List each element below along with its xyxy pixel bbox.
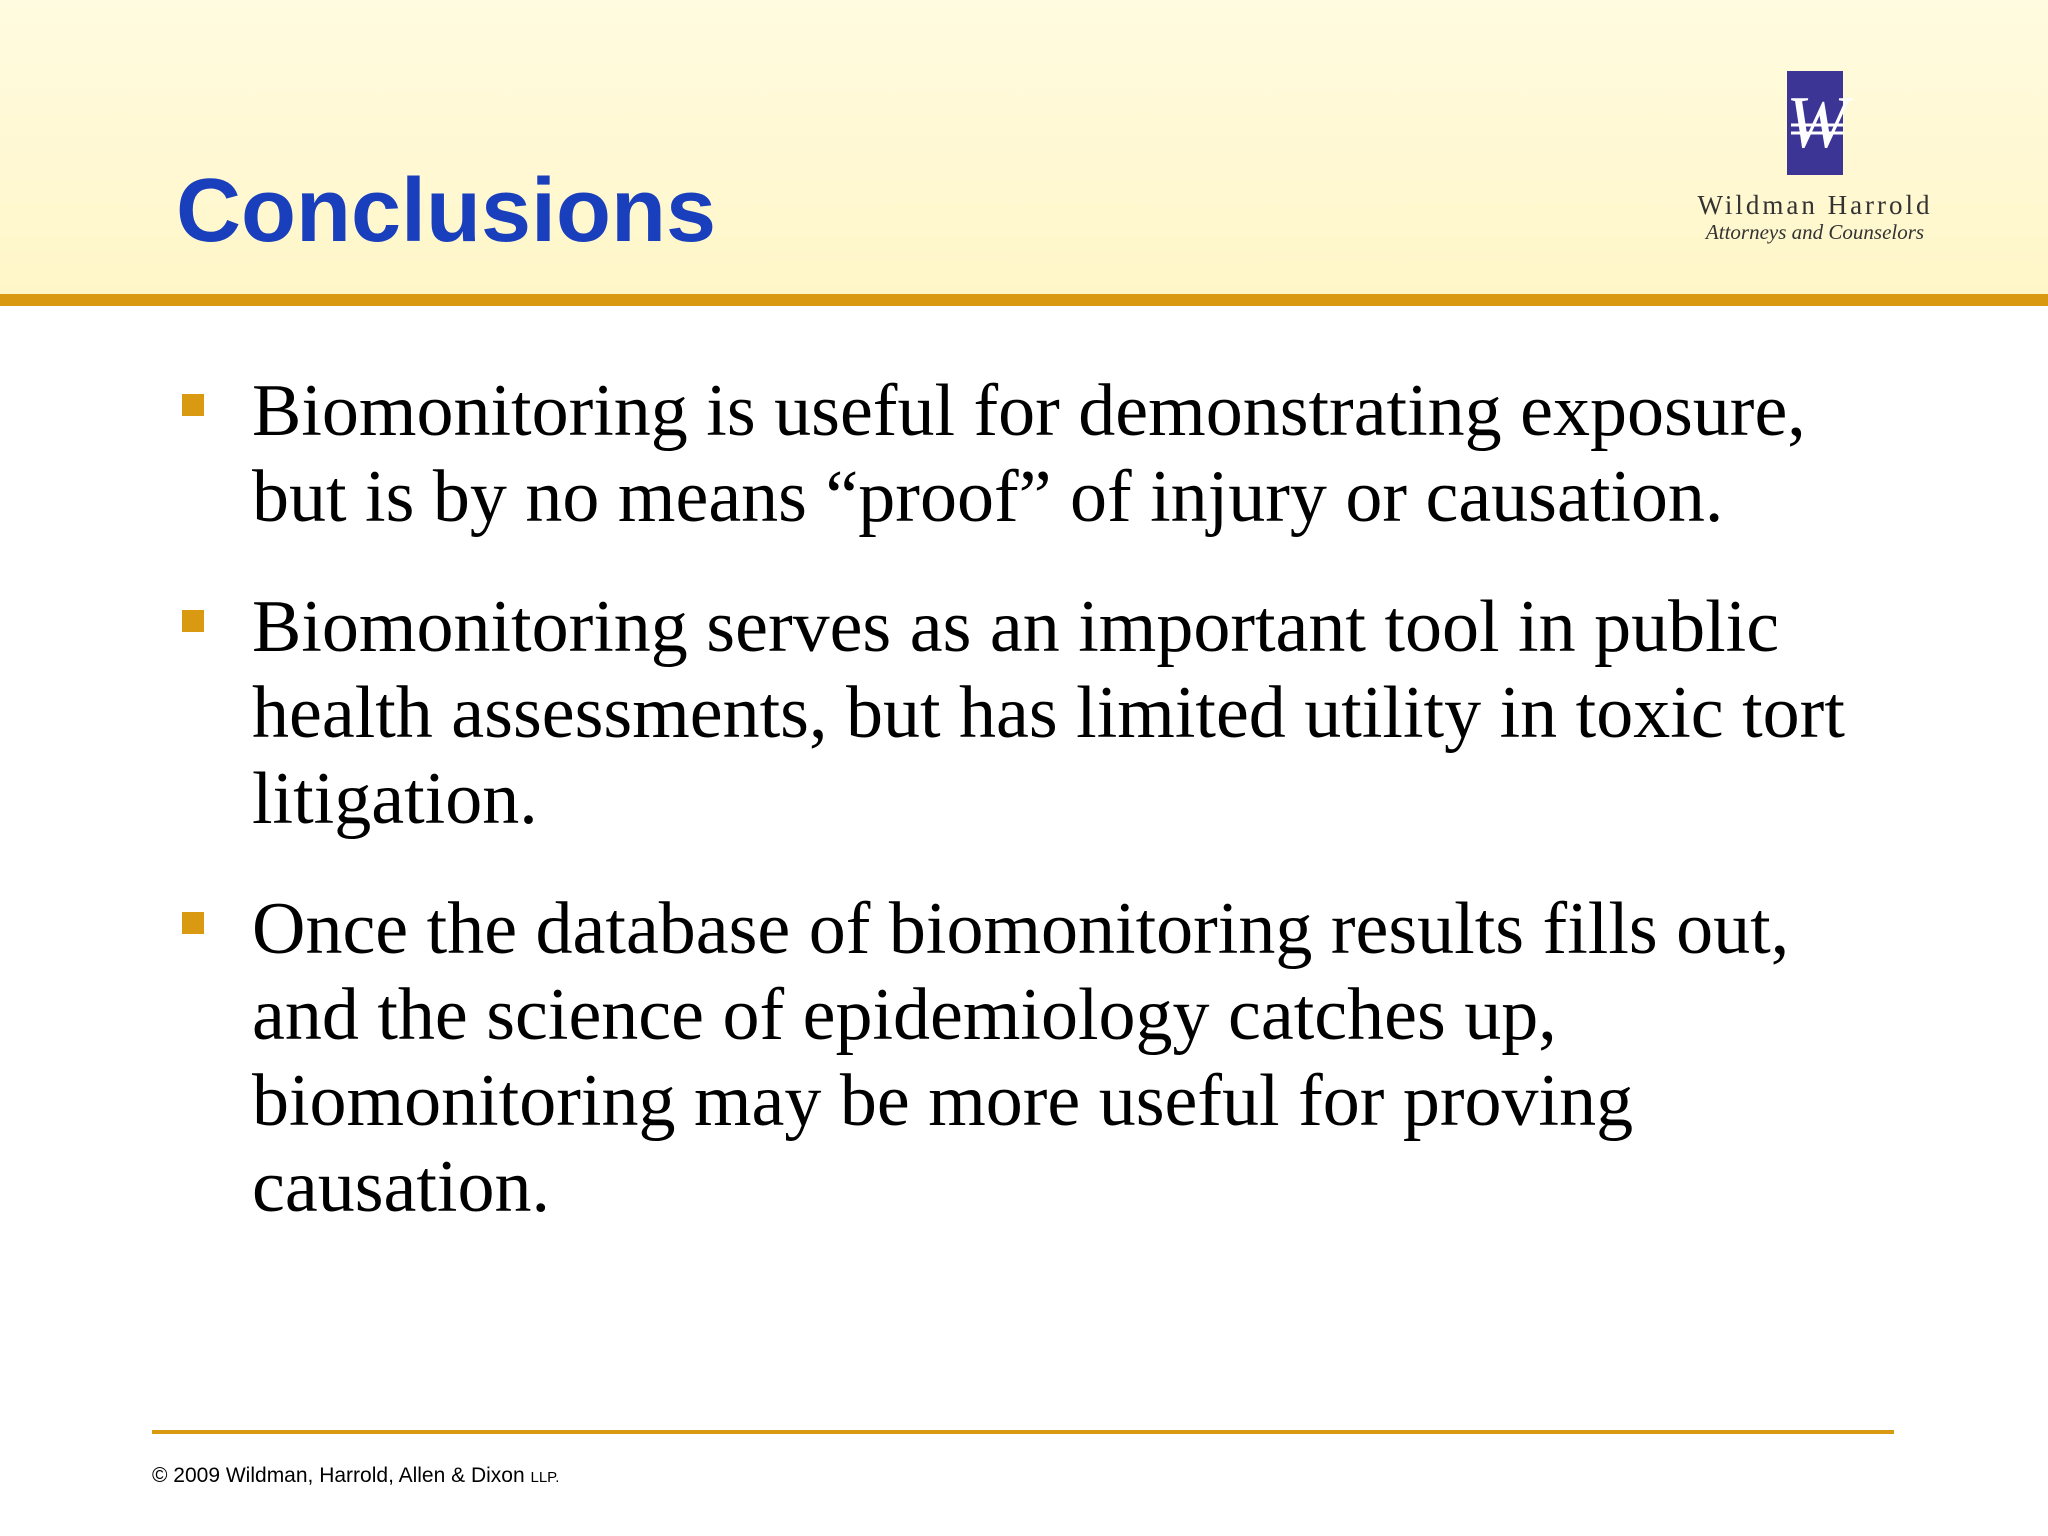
footer-divider [152,1430,1894,1434]
bullet-item [180,886,1860,1230]
copyright-text: © 2009 Wildman, Harrold, Allen & Dixon [152,1464,525,1487]
bullet-text: Once the database of biomonitoring results fills out, and the science of epidemiology catches up, biomonitoring may be more useful for proving causation. [252,888,1790,1228]
firm-logo [1680,68,1950,248]
bullet-list [180,368,1860,1274]
w-monogram-icon [1786,71,1848,175]
footer-copyright [152,1464,559,1488]
svg-text:W: W [1786,82,1848,164]
firm-tagline: Attorneys and Counselors [1705,220,1925,244]
square-bullet-icon [182,394,204,416]
copyright-suffix: LLP. [530,1469,560,1486]
square-bullet-icon [182,912,204,934]
square-bullet-icon [182,610,204,632]
bullet-text: Biomonitoring serves as an important tool in public health assessments, but has limited utility in toxic tort litigation. [252,586,1845,840]
slide-title: Conclusions [176,161,717,261]
header-divider [0,294,2048,306]
bullet-item [180,368,1860,540]
firm-name: Wildman Harrold [1697,190,1933,220]
bullet-text: Biomonitoring is useful for demonstrating exposure, but is by no means “proof” of injury or causation. [252,370,1806,538]
bullet-item [180,584,1860,842]
